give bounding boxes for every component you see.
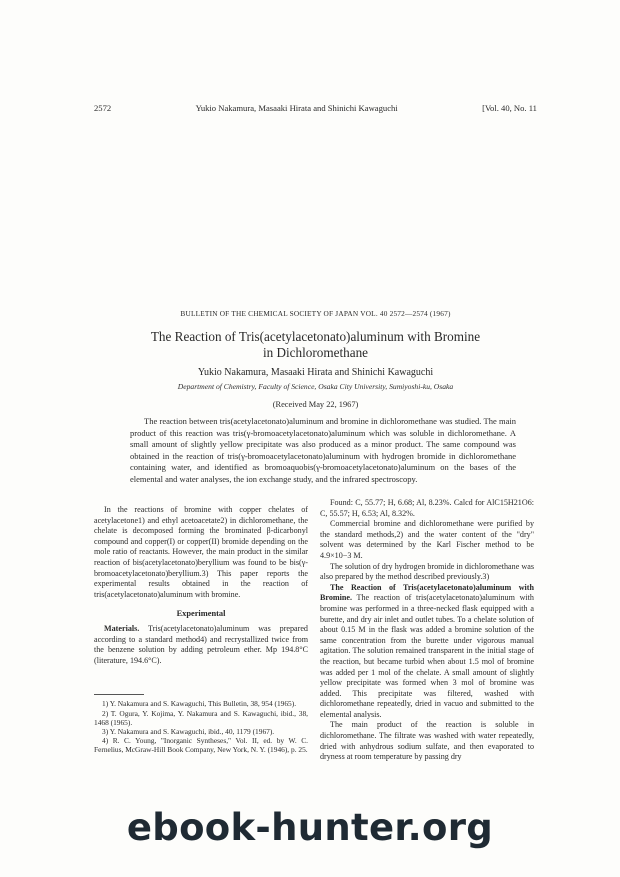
paper-title-line-1: The Reaction of Tris(acetylacetonato)aluminum with Bromine xyxy=(150,329,481,344)
paper-title-line-2: in Dichloromethane xyxy=(262,345,369,360)
materials-text: Tris(acetylacetonato)aluminum was prepared according to a standard method4) and recrystallized twice from the benzene solution by adding petroleum ether. Mp 194.8°C (literature, 194.6°C). xyxy=(94,623,308,665)
right-column xyxy=(320,498,534,763)
received-date: (Received May 22, 1967) xyxy=(272,400,359,409)
materials-label: Materials. xyxy=(104,623,140,633)
analysis-found: Found: C, 55.77; H, 6.68; Al, 8.23%. Calcd for AlC15H21O6: C, 55.57; H, 6.53; Al, 8.32%. xyxy=(320,498,534,518)
footnote: 3) Y. Nakamura and S. Kawaguchi, ibid., 40, 1179 (1967). xyxy=(102,726,275,736)
footnote-divider xyxy=(94,694,144,695)
running-head-volume: [Vol. 40, No. 11 xyxy=(482,103,537,113)
journal-citation-line: BULLETIN OF THE CHEMICAL SOCIETY OF JAPAN VOL. 40 2572—2574 (1967) xyxy=(180,309,451,318)
footnote: 2) T. Ogura, Y. Kojima, Y. Nakamura and S. Kawaguchi, ibid., 38, 1468 (1965). xyxy=(94,708,308,727)
materials-paragraph xyxy=(94,624,308,666)
author-list: Yukio Nakamura, Masaaki Hirata and Shinichi Kawaguchi xyxy=(197,367,434,378)
footnote: 4) R. C. Young, "Inorganic Syntheses," Vol. II, ed. by W. C. Fernelius, McGraw-Hill Book Company, New York, N. Y. (1946), p. 25. xyxy=(94,736,308,755)
paper-title xyxy=(94,329,537,361)
abstract: The reaction between tris(acetylacetonato)aluminum and bromine in dichloromethane was studied. The main product of this reaction was tris(γ-bromoacetylacetonato)aluminum which was soluble in dichloromethane. A small amount of slightly yellow precipitate was also produced as a minor product. The same compound was obtained in the reaction of tris(γ-bromoacetylacetonato)aluminum with hydrogen bromide in dichloromethane containing water, and identified as bromoaquobis(γ-bromoacetylacetonato)aluminum on the bases of the elemental and water analyses, the ion exchange study, and the infrared spectroscopy. xyxy=(130,416,516,484)
watermark: ebook-hunter.org xyxy=(126,806,494,849)
materials-purification-paragraph: Commercial bromine and dichloromethane were purified by the standard methods,2) and the water content of the "dry" solvent was determined by the Karl Fischer method to be 4.9×10−3 M. xyxy=(320,519,534,560)
page-number: 2572 xyxy=(94,103,112,113)
running-head xyxy=(94,103,537,113)
footnotes xyxy=(94,699,308,754)
section-heading-experimental: Experimental xyxy=(176,609,226,619)
reaction-paragraph xyxy=(320,583,534,721)
main-product-paragraph: The main product of the reaction is soluble in dichloromethane. The filtrate was washed with water repeatedly, dried with anhydrous sodium sulfate, and then evaporated to dryness at room temperature by passing dry xyxy=(320,720,534,762)
reaction-text: The reaction of tris(acetylacetonato)aluminum with bromine was performed in a three-necked flask equipped with a burette, and dry air inlet and outlet tubes. To a chelate solution of about 0.15 M in the flask was added a bromine solution of the same concentration from the burette under vigorous manual agitation. The solution remained transparent in the initial stage of the reaction, but became turbid when about 1.5 mol of bromine was added per 1 mol of the chelate. A small amount of slightly yellow precipitate was formed when 3 mol of bromine was added. This precipitate was filtered, washed with dichloromethane repeatedly, dried in vacuo and submitted to the elemental analysis. xyxy=(320,593,534,719)
running-head-authors: Yukio Nakamura, Masaaki Hirata and Shinichi Kawaguchi xyxy=(195,103,398,113)
affiliation: Department of Chemistry, Faculty of Science, Osaka City University, Sumiyoshi-ku, Osaka xyxy=(177,382,454,391)
hydrogen-bromide-paragraph: The solution of dry hydrogen bromide in dichloromethane was also prepared by the method described previously.3) xyxy=(320,561,534,582)
left-column xyxy=(94,505,308,755)
footnote: 1) Y. Nakamura and S. Kawaguchi, This Bulletin, 38, 954 (1965). xyxy=(102,699,297,709)
intro-paragraph: In the reactions of bromine with copper chelates of acetylacetone1) and ethyl acetoacetate2) in dichloromethane, the chelate is decomposed forming the brominated β-dicarbonyl compound and copper(I) or copper(II) bromide depending on the mole ratio of reactants. However, the main product in the similar reaction of bis(acetylacetonato)beryllium was found to be bis(γ-bromoacetylacetonato)beryllium.3) This paper reports the experimental results obtained in the reaction of tris(acetylacetonato)aluminum with bromine. xyxy=(94,505,308,599)
reaction-label: The Reaction of Tris(acetylacetonato)aluminum with Bromine. xyxy=(320,582,534,603)
